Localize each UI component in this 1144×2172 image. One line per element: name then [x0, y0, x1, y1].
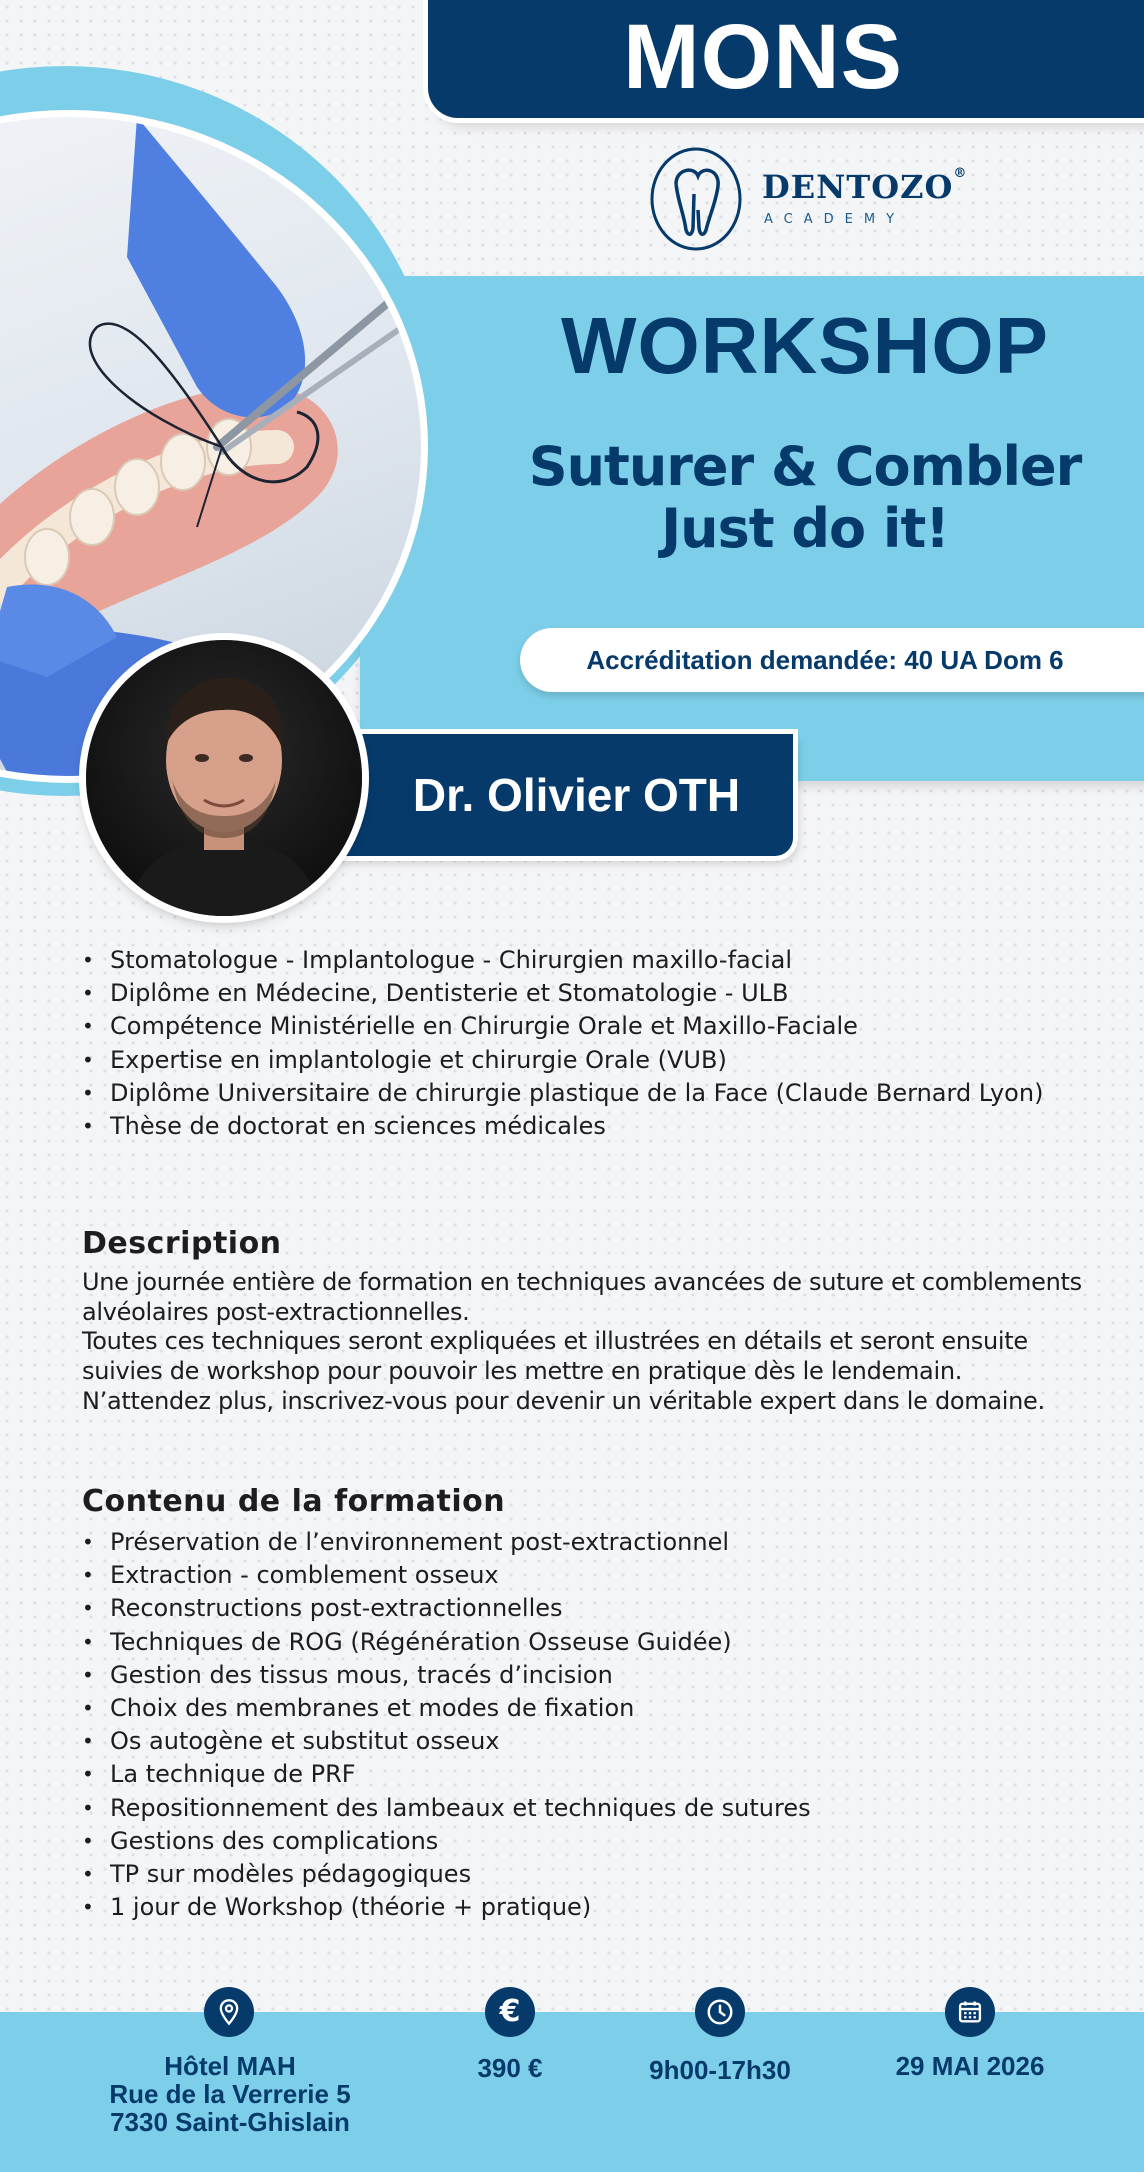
location-pin-icon: [204, 1987, 254, 2037]
event-subtitle: [460, 436, 1144, 560]
price-text: 390 €: [477, 2053, 543, 2083]
venue-name: Hôtel MAH: [164, 2051, 296, 2081]
euro-icon: €: [485, 1987, 535, 2037]
content-title: Contenu de la formation: [82, 1484, 506, 1519]
speaker-portrait-illustration: [86, 640, 362, 916]
city-name: MONS: [623, 5, 903, 108]
list-item: • Extraction - comblement osseux: [82, 1559, 1092, 1592]
list-item: • Choix des membranes et modes de fixation: [82, 1692, 1092, 1725]
subtitle-line-1: Suturer & Combler: [528, 435, 1082, 498]
description-body: [82, 1268, 1092, 1417]
list-item: • Expertise en implantologie et chirurgie Orale (VUB): [82, 1044, 1092, 1077]
list-item: • Stomatologue - Implantologue - Chirurgien maxillo-facial: [82, 944, 1092, 977]
calendar-icon: [945, 1987, 995, 2037]
date-text: 29 MAI 2026: [895, 2051, 1045, 2081]
hours-text: 9h00-17h30: [649, 2055, 791, 2085]
venue-street: Rue de la Verrerie 5: [109, 2079, 351, 2109]
list-item: • La technique de PRF: [82, 1758, 1092, 1791]
list-item: • Reconstructions post-extractionnelles: [82, 1592, 1092, 1625]
description-paragraph: Toutes ces techniques seront expliquées et illustrées en détails et seront ensuite suivies de workshop pour pouvoir les mettre en pratique dès le lendemain.: [82, 1327, 1028, 1386]
content-list: [82, 1526, 1092, 1924]
list-item: • Gestion des tissus mous, tracés d’incision: [82, 1659, 1092, 1692]
speaker-name-banner: [330, 734, 793, 856]
logo-brand: DENTOZO®: [762, 166, 968, 206]
venue-city: 7330 Saint-Ghislain: [110, 2107, 350, 2137]
speaker-name: Dr. Olivier OTH: [412, 769, 741, 821]
list-item: • Diplôme Universitaire de chirurgie plastique de la Face (Claude Bernard Lyon): [82, 1077, 1092, 1110]
list-item: • Os autogène et substitut osseux: [82, 1725, 1092, 1758]
tooth-logo-icon: [646, 144, 746, 254]
clock-icon: [695, 1987, 745, 2037]
speaker-credentials: [82, 944, 1092, 1143]
logo-subtitle: ACADEMY: [764, 212, 906, 227]
accreditation-text: Accréditation demandée: 40 UA Dom 6: [586, 644, 1064, 675]
description-title: Description: [82, 1226, 282, 1261]
subtitle-line-2: Just do it!: [661, 497, 949, 560]
list-item: • Diplôme en Médecine, Dentisterie et Stomatologie - ULB: [82, 977, 1092, 1010]
list-item: • 1 jour de Workshop (théorie + pratique): [82, 1891, 1092, 1924]
list-item: • Thèse de doctorat en sciences médicales: [82, 1110, 1092, 1143]
location-text: [70, 2052, 390, 2136]
description-paragraph: N’attendez plus, inscrivez-vous pour devenir un véritable expert dans le domaine.: [82, 1386, 1045, 1415]
list-item: • Techniques de ROG (Régénération Osseuse Guidée): [82, 1626, 1092, 1659]
accreditation-badge: [520, 628, 1144, 692]
city-banner: [428, 0, 1144, 118]
description-paragraph: Une journée entière de formation en techniques avancées de suture et comblements alvéolaires post-extractionnelles.: [82, 1268, 1082, 1326]
list-item: • Gestions des complications: [82, 1825, 1092, 1858]
list-item: • Repositionnement des lambeaux et techniques de sutures: [82, 1792, 1092, 1825]
list-item: • Compétence Ministérielle en Chirurgie Orale et Maxillo-Faciale: [82, 1010, 1092, 1043]
speaker-portrait: [86, 640, 362, 916]
workshop-title: WORKSHOP: [561, 301, 1049, 390]
list-item: • Préservation de l’environnement post-extractionnel: [82, 1526, 1092, 1559]
dentozo-logo: [646, 144, 966, 254]
list-item: • TP sur modèles pédagogiques: [82, 1858, 1092, 1891]
